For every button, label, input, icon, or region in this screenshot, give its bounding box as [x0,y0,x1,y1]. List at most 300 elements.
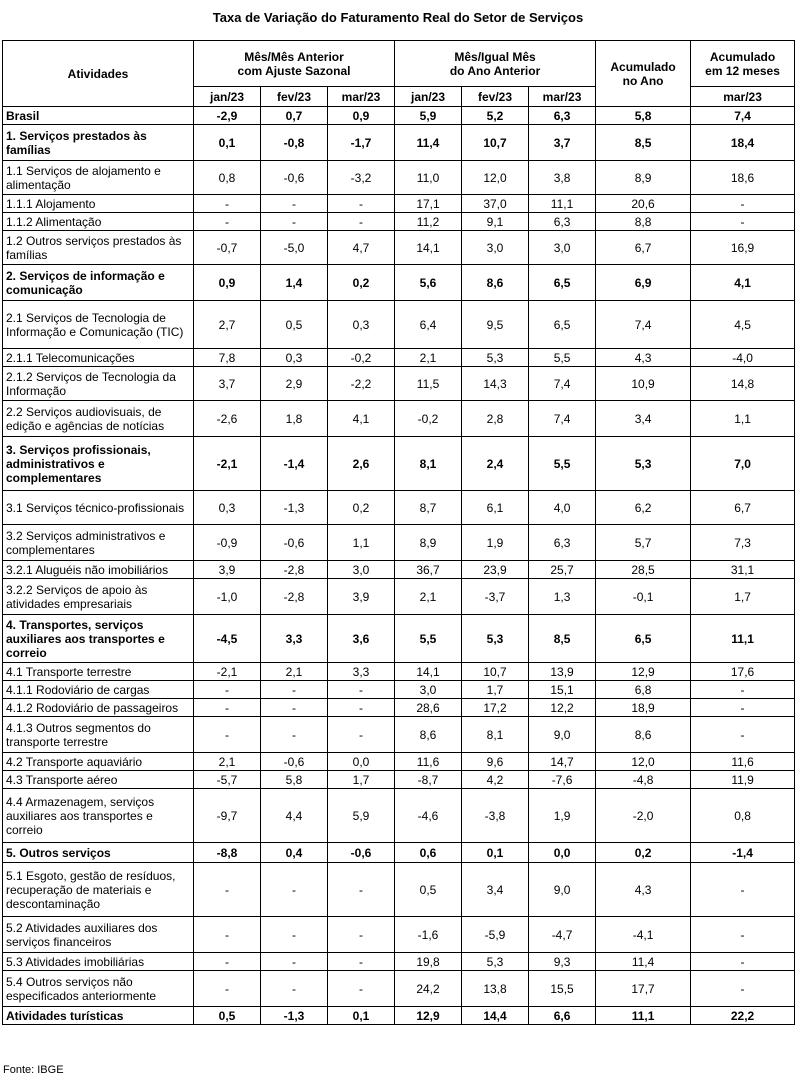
header-atividades: Atividades [3,41,194,107]
value-cell: - [328,699,395,717]
value-cell: 1,7 [328,771,395,789]
row-label: 3.2.2 Serviços de apoio às atividades empresariais [3,579,194,615]
table-row [3,301,795,349]
value-cell: -0,6 [261,525,328,561]
table-row [3,681,795,699]
value-cell: - [194,971,261,1007]
row-label: 4.1.2 Rodoviário de passageiros [3,699,194,717]
row-label: 4.1.1 Rodoviário de cargas [3,681,194,699]
value-cell: 2,1 [194,753,261,771]
value-cell: - [261,863,328,917]
value-cell: 5,5 [395,615,462,663]
value-cell: - [691,699,795,717]
value-cell: - [261,971,328,1007]
value-cell: 15,1 [529,681,596,699]
header-month: mar/23 [691,87,795,107]
row-label: 1.1.1 Alojamento [3,195,194,213]
value-cell: 4,2 [462,771,529,789]
value-cell: 3,0 [462,231,529,265]
value-cell: 6,5 [529,265,596,301]
row-label: 4. Transportes, serviços auxiliares aos transportes e correio [3,615,194,663]
value-cell: 6,2 [596,491,691,525]
value-cell: -2,1 [194,663,261,681]
value-cell: -1,7 [328,125,395,161]
value-cell: -4,5 [194,615,261,663]
value-cell: 3,9 [194,561,261,579]
value-cell: 1,4 [261,265,328,301]
value-cell: 14,4 [462,1007,529,1025]
value-cell: 10,7 [462,663,529,681]
value-cell: 20,6 [596,195,691,213]
table-row [3,971,795,1007]
value-cell: 11,4 [596,953,691,971]
value-cell: 0,5 [194,1007,261,1025]
table-row [3,917,795,953]
row-label: 4.1.3 Outros segmentos do transporte terrestre [3,717,194,753]
value-cell: 25,7 [529,561,596,579]
value-cell: 3,0 [395,681,462,699]
value-cell: -0,9 [194,525,261,561]
header-month: mar/23 [328,87,395,107]
value-cell: 4,1 [691,265,795,301]
value-cell: - [328,213,395,231]
value-cell: - [691,863,795,917]
value-cell: - [691,953,795,971]
value-cell: 5,3 [462,615,529,663]
value-cell: 8,9 [596,161,691,195]
value-cell: 2,9 [261,367,328,401]
table-row [3,401,795,437]
value-cell: 4,7 [328,231,395,265]
value-cell: 7,0 [691,437,795,491]
value-cell: 11,2 [395,213,462,231]
row-label: 4.2 Transporte aquaviário [3,753,194,771]
value-cell: 2,6 [328,437,395,491]
value-cell: 8,7 [395,491,462,525]
value-cell: 10,7 [462,125,529,161]
value-cell: 8,1 [395,437,462,491]
value-cell: 3,4 [596,401,691,437]
value-cell: 8,1 [462,717,529,753]
value-cell: 11,6 [691,753,795,771]
value-cell: -7,6 [529,771,596,789]
value-cell: 14,7 [529,753,596,771]
value-cell: 31,1 [691,561,795,579]
row-label: 5. Outros serviços [3,843,194,863]
value-cell: 0,2 [328,265,395,301]
row-label: 2.1.2 Serviços de Tecnologia da Informação [3,367,194,401]
value-cell: 4,3 [596,863,691,917]
value-cell: - [261,699,328,717]
value-cell: 28,6 [395,699,462,717]
value-cell: 0,4 [261,843,328,863]
value-cell: 28,5 [596,561,691,579]
table-row [3,525,795,561]
value-cell: -1,0 [194,579,261,615]
value-cell: 3,0 [328,561,395,579]
value-cell: 12,0 [596,753,691,771]
value-cell: 0,3 [261,349,328,367]
value-cell: 5,9 [328,789,395,843]
value-cell: 24,2 [395,971,462,1007]
value-cell: -0,6 [261,753,328,771]
table-row [3,437,795,491]
value-cell: 13,9 [529,663,596,681]
value-cell: 0,9 [328,107,395,125]
value-cell: 5,3 [462,349,529,367]
value-cell: 9,1 [462,213,529,231]
value-cell: - [261,953,328,971]
value-cell: -2,9 [194,107,261,125]
value-cell: 0,6 [395,843,462,863]
value-cell: 4,4 [261,789,328,843]
table-row [3,561,795,579]
value-cell: 10,9 [596,367,691,401]
value-cell: 11,1 [596,1007,691,1025]
table-row [3,231,795,265]
value-cell: 2,1 [261,663,328,681]
value-cell: -0,6 [261,161,328,195]
value-cell: 23,9 [462,561,529,579]
value-cell: 1,7 [462,681,529,699]
row-label: 5.4 Outros serviços não especificados anteriormente [3,971,194,1007]
value-cell: - [328,863,395,917]
row-label: 4.3 Transporte aéreo [3,771,194,789]
value-cell: 0,0 [529,843,596,863]
value-cell: -4,0 [691,349,795,367]
value-cell: 17,7 [596,971,691,1007]
value-cell: -0,2 [328,349,395,367]
value-cell: - [194,699,261,717]
value-cell: 3,4 [462,863,529,917]
value-cell: 5,3 [596,437,691,491]
value-cell: 2,1 [395,579,462,615]
value-cell: -1,3 [261,491,328,525]
value-cell: 3,3 [261,615,328,663]
table-row [3,771,795,789]
table-row [3,349,795,367]
value-cell: 14,8 [691,367,795,401]
value-cell: - [261,917,328,953]
header-month: fev/23 [462,87,529,107]
value-cell: 0,3 [194,491,261,525]
value-cell: -4,6 [395,789,462,843]
value-cell: -2,0 [596,789,691,843]
value-cell: 5,3 [462,953,529,971]
value-cell: 1,1 [328,525,395,561]
row-label: 2.1.1 Telecomunicações [3,349,194,367]
value-cell: 9,0 [529,717,596,753]
value-cell: -3,7 [462,579,529,615]
row-label: 1.1 Serviços de alojamento e alimentação [3,161,194,195]
table-title: Taxa de Variação do Faturamento Real do Setor de Serviços [212,10,584,25]
value-cell: 2,7 [194,301,261,349]
value-cell: 4,5 [691,301,795,349]
value-cell: 6,7 [691,491,795,525]
value-cell: - [194,681,261,699]
value-cell: 6,6 [529,1007,596,1025]
value-cell: - [261,681,328,699]
value-cell: -4,7 [529,917,596,953]
value-cell: 7,4 [529,367,596,401]
value-cell: -0,6 [328,843,395,863]
value-cell: 6,3 [529,525,596,561]
value-cell: 3,7 [529,125,596,161]
value-cell: - [194,717,261,753]
value-cell: -2,8 [261,579,328,615]
row-label: Atividades turísticas [3,1007,194,1025]
value-cell: - [691,681,795,699]
value-cell: 4,3 [596,349,691,367]
value-cell: 16,9 [691,231,795,265]
row-label: 3.2.1 Aluguéis não imobiliários [3,561,194,579]
header-month: mar/23 [529,87,596,107]
value-cell: -1,4 [691,843,795,863]
row-label: 2.1 Serviços de Tecnologia de Informação e Comunicação (TIC) [3,301,194,349]
value-cell: 2,8 [462,401,529,437]
services-revenue-table [2,40,795,1025]
value-cell: -0,8 [261,125,328,161]
value-cell: -1,3 [261,1007,328,1025]
value-cell: 9,3 [529,953,596,971]
value-cell: - [328,971,395,1007]
row-label: 3. Serviços profissionais, administrativos e complementares [3,437,194,491]
source-note: Fonte: IBGE [3,1064,64,1076]
table-row [3,213,795,231]
value-cell: 11,9 [691,771,795,789]
value-cell: - [194,863,261,917]
row-label: 1.2 Outros serviços prestados às famílias [3,231,194,265]
value-cell: 0,2 [596,843,691,863]
value-cell: 13,8 [462,971,529,1007]
table-row [3,699,795,717]
table-row [3,125,795,161]
value-cell: 6,3 [529,213,596,231]
value-cell: 4,0 [529,491,596,525]
row-label: Brasil [3,107,194,125]
value-cell: 7,8 [194,349,261,367]
value-cell: 5,2 [462,107,529,125]
value-cell: 7,4 [596,301,691,349]
header-acumulado-ano: Acumulado no Ano [596,41,691,107]
value-cell: - [691,213,795,231]
value-cell: 6,5 [596,615,691,663]
value-cell: 3,6 [328,615,395,663]
value-cell: -8,8 [194,843,261,863]
table-row [3,1007,795,1025]
value-cell: 8,8 [596,213,691,231]
table-row [3,753,795,771]
value-cell: 0,9 [194,265,261,301]
value-cell: -4,8 [596,771,691,789]
value-cell: - [261,717,328,753]
value-cell: -3,2 [328,161,395,195]
value-cell: 0,2 [328,491,395,525]
table-row [3,579,795,615]
value-cell: -2,1 [194,437,261,491]
value-cell: - [328,953,395,971]
row-label: 5.3 Atividades imobiliárias [3,953,194,971]
value-cell: 7,4 [691,107,795,125]
row-label: 5.1 Esgoto, gestão de resíduos, recuperação de materiais e descontaminação [3,863,194,917]
table-row [3,717,795,753]
value-cell: 4,1 [328,401,395,437]
table-row [3,367,795,401]
row-label: 3.2 Serviços administrativos e complementares [3,525,194,561]
value-cell: - [691,195,795,213]
header-month: jan/23 [194,87,261,107]
value-cell: -9,7 [194,789,261,843]
value-cell: - [194,195,261,213]
value-cell: - [691,917,795,953]
value-cell: 36,7 [395,561,462,579]
value-cell: -8,7 [395,771,462,789]
value-cell: - [261,213,328,231]
value-cell: 0,5 [261,301,328,349]
value-cell: 11,6 [395,753,462,771]
value-cell: 3,8 [529,161,596,195]
value-cell: 8,6 [395,717,462,753]
value-cell: 0,1 [328,1007,395,1025]
value-cell: 14,3 [462,367,529,401]
table-row [3,663,795,681]
value-cell: - [328,681,395,699]
value-cell: 6,8 [596,681,691,699]
header-month: fev/23 [261,87,328,107]
value-cell: - [194,953,261,971]
value-cell: 12,9 [596,663,691,681]
value-cell: -2,2 [328,367,395,401]
value-cell: -0,2 [395,401,462,437]
value-cell: - [328,717,395,753]
value-cell: 0,1 [194,125,261,161]
value-cell: -1,4 [261,437,328,491]
table-row [3,863,795,917]
value-cell: -0,7 [194,231,261,265]
value-cell: 11,0 [395,161,462,195]
value-cell: 12,9 [395,1007,462,1025]
row-label: 1. Serviços prestados às famílias [3,125,194,161]
table-row [3,161,795,195]
value-cell: 14,1 [395,663,462,681]
value-cell: 1,9 [529,789,596,843]
value-cell: 0,3 [328,301,395,349]
value-cell: 9,6 [462,753,529,771]
row-label: 2.2 Serviços audiovisuais, de edição e agências de notícias [3,401,194,437]
table-row [3,843,795,863]
header-mes-igual-mes: Mês/Igual Mês do Ano Anterior [395,41,596,87]
header-month: jan/23 [395,87,462,107]
value-cell: 7,4 [529,401,596,437]
value-cell: -2,8 [261,561,328,579]
value-cell: 8,5 [596,125,691,161]
value-cell: -5,0 [261,231,328,265]
value-cell: 7,3 [691,525,795,561]
value-cell: - [328,195,395,213]
table-row [3,265,795,301]
value-cell: 17,1 [395,195,462,213]
value-cell: 18,4 [691,125,795,161]
value-cell: - [261,195,328,213]
header-mes-mes-anterior: Mês/Mês Anterior com Ajuste Sazonal [194,41,395,87]
row-label: 2. Serviços de informação e comunicação [3,265,194,301]
value-cell: 3,0 [529,231,596,265]
value-cell: 22,2 [691,1007,795,1025]
value-cell: 3,3 [328,663,395,681]
value-cell: 0,8 [194,161,261,195]
value-cell: 1,3 [529,579,596,615]
value-cell: -3,8 [462,789,529,843]
value-cell: 37,0 [462,195,529,213]
value-cell: 8,6 [596,717,691,753]
value-cell: 5,8 [261,771,328,789]
value-cell: 9,5 [462,301,529,349]
table-row [3,789,795,843]
value-cell: -4,1 [596,917,691,953]
value-cell: -1,6 [395,917,462,953]
value-cell: 14,1 [395,231,462,265]
value-cell: 0,5 [395,863,462,917]
value-cell: -2,6 [194,401,261,437]
value-cell: 6,3 [529,107,596,125]
value-cell: 17,6 [691,663,795,681]
value-cell: 5,7 [596,525,691,561]
table-row [3,491,795,525]
value-cell: - [194,917,261,953]
value-cell: 19,8 [395,953,462,971]
value-cell: 1,7 [691,579,795,615]
value-cell: 0,8 [691,789,795,843]
table-row [3,107,795,125]
value-cell: 5,6 [395,265,462,301]
value-cell: 2,1 [395,349,462,367]
value-cell: - [194,213,261,231]
value-cell: 6,1 [462,491,529,525]
value-cell: 11,1 [529,195,596,213]
value-cell: 3,9 [328,579,395,615]
table-body [3,107,795,1025]
value-cell: 5,8 [596,107,691,125]
value-cell: 5,5 [529,349,596,367]
value-cell: 6,4 [395,301,462,349]
value-cell: 11,1 [691,615,795,663]
value-cell: - [328,917,395,953]
value-cell: -5,9 [462,917,529,953]
value-cell: 0,0 [328,753,395,771]
value-cell: 5,9 [395,107,462,125]
row-label: 1.1.2 Alimentação [3,213,194,231]
value-cell: 12,2 [529,699,596,717]
value-cell: 15,5 [529,971,596,1007]
value-cell: 9,0 [529,863,596,917]
value-cell: 8,5 [529,615,596,663]
value-cell: 6,7 [596,231,691,265]
table-row [3,615,795,663]
value-cell: 1,9 [462,525,529,561]
value-cell: 17,2 [462,699,529,717]
row-label: 5.2 Atividades auxiliares dos serviços financeiros [3,917,194,953]
value-cell: 18,6 [691,161,795,195]
value-cell: -0,1 [596,579,691,615]
value-cell: 0,1 [462,843,529,863]
value-cell: 12,0 [462,161,529,195]
value-cell: 11,5 [395,367,462,401]
value-cell: 1,1 [691,401,795,437]
row-label: 4.4 Armazenagem, serviços auxiliares aos transportes e correio [3,789,194,843]
value-cell: 5,5 [529,437,596,491]
value-cell: 8,9 [395,525,462,561]
value-cell: 6,9 [596,265,691,301]
